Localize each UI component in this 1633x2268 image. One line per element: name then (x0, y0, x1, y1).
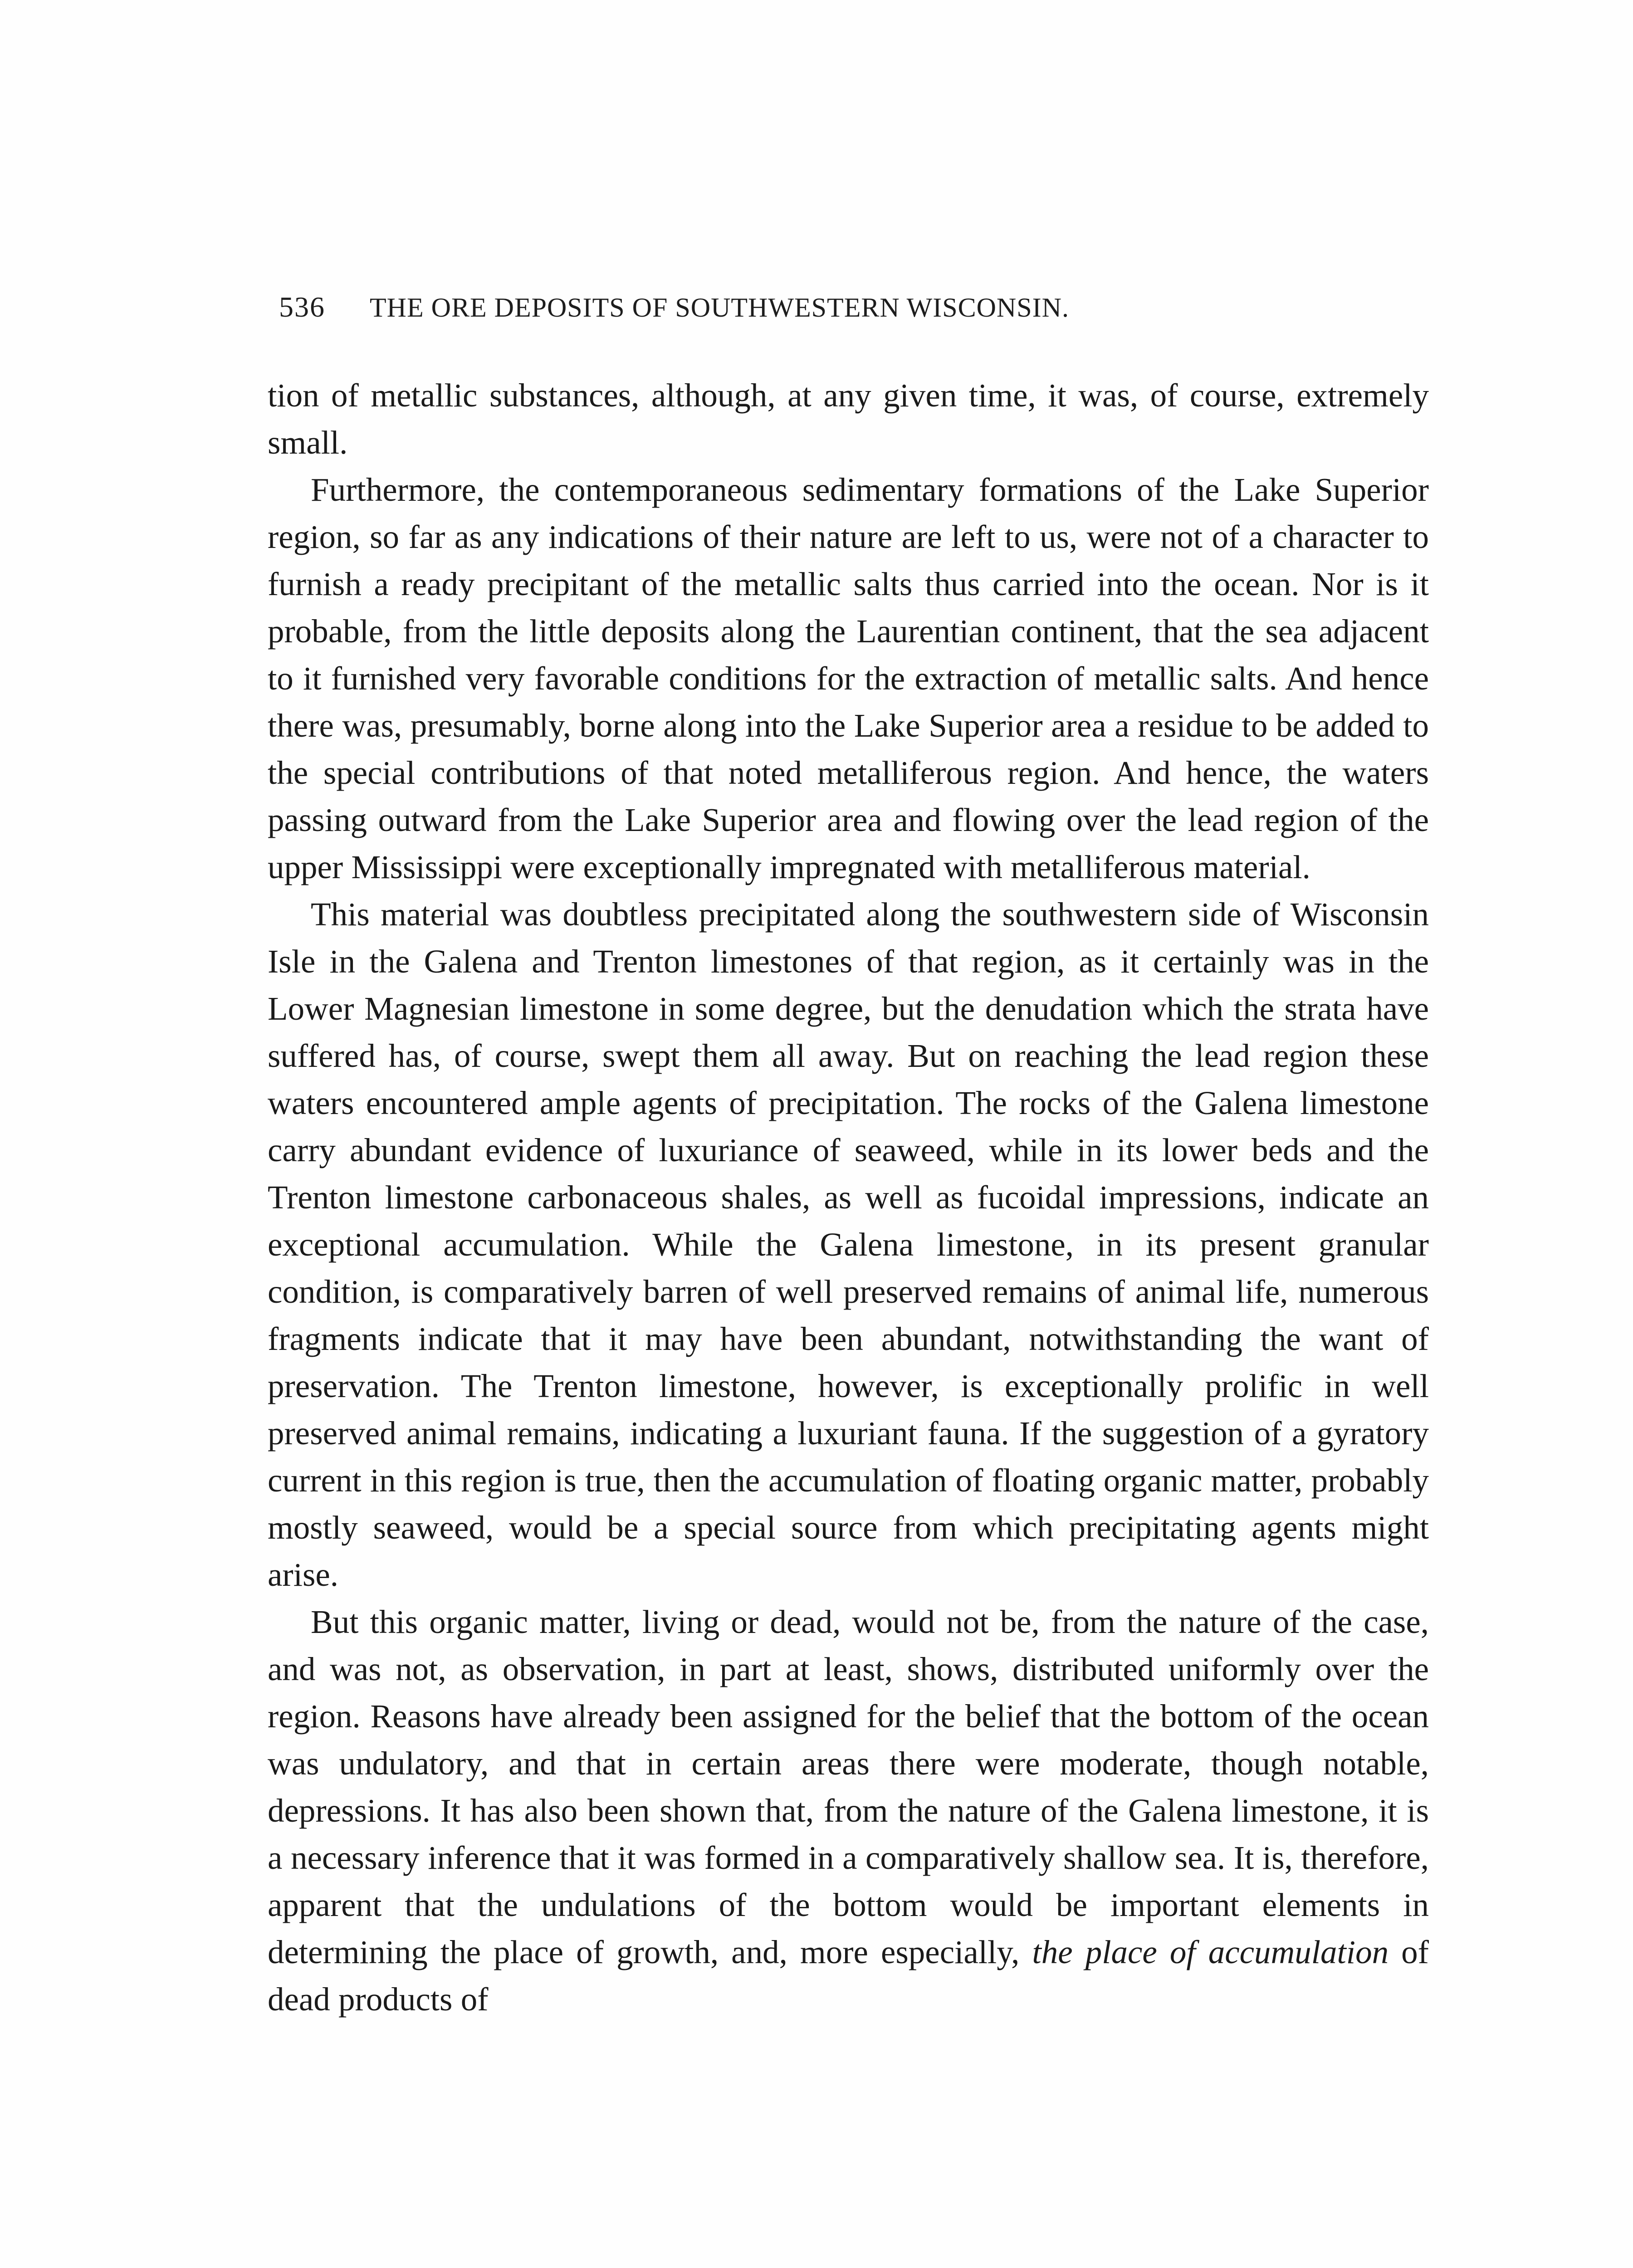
italic-phrase: the place of accumulation (1032, 1934, 1389, 1970)
paragraph-continued: tion of metallic substances, although, at any given time, it was, of course, extremely small. (268, 377, 1429, 461)
page-number: 536 (279, 291, 325, 323)
body-text (268, 372, 1429, 2023)
paragraph: Furthermore, the contemporaneous sedimentary formations of the Lake Superior region, so far as any indications of their nature are left to us, were not of a character to furnish a ready precipitant of the metallic salts thus carried into the ocean. Nor is it probable, from the little deposits along the Laurentian continent, that the sea adjacent to it furnished very favorable conditions for the extraction of metallic salts. And hence there was, presumably, borne along into the Lake Superior area a residue to be added to the special contributions of that noted metalliferous region. And hence, the waters passing outward from the Lake Superior area and flowing over the lead region of the upper Mississippi were exceptionally impregnated with metalliferous material. (268, 471, 1429, 885)
paragraph: This material was doubtless precipitated along the southwestern side of Wisconsin Isle in the Galena and Trenton limestones of that region, as it certainly was in the Lower Magnesian limestone in some degree, but the denudation which the strata have suffered has, of course, swept them all away. But on reaching the lead region these waters encountered ample agents of precipitation. The rocks of the Galena limestone carry abundant evidence of luxuriance of seaweed, while in its lower beds and the Trenton limestone carbonaceous shales, as well as fucoidal impressions, indicate an exceptional accumulation. While the Galena limestone, in its present granular condition, is comparatively barren of well preserved remains of animal life, numerous fragments indicate that it may have been abundant, notwithstanding the want of preservation. The Trenton limestone, however, is exceptionally prolific in well preserved animal remains, indicating a luxuriant fauna. If the suggestion of a gyratory current in this region is true, then the accumulation of floating organic matter, probably mostly seaweed, would be a special source from which precipitating agents might arise. (268, 896, 1429, 1593)
paragraph (268, 1598, 1429, 2023)
running-title: THE ORE DEPOSITS OF SOUTHWESTERN WISCONSIN. (370, 293, 1069, 323)
paragraph-text: But this organic matter, living or dead, would not be, from the nature of the case, and was not, as observation, in part at least, shows, distributed uniformly over the region. Reasons have already been assigned for the belief that the bottom of the ocean was undulatory, and that in certain areas there were moderate, though notable, depressions. It has also been shown that, from the nature of the Galena limestone, it is a necessary inference that it was formed in a comparatively shallow sea. It is, therefore, apparent that the undulations of the bottom would be important elements in determining the place of growth, and, more especially, (268, 1603, 1429, 1970)
paragraph-text: of dead products of (268, 1934, 1429, 2018)
running-header (279, 290, 1427, 324)
